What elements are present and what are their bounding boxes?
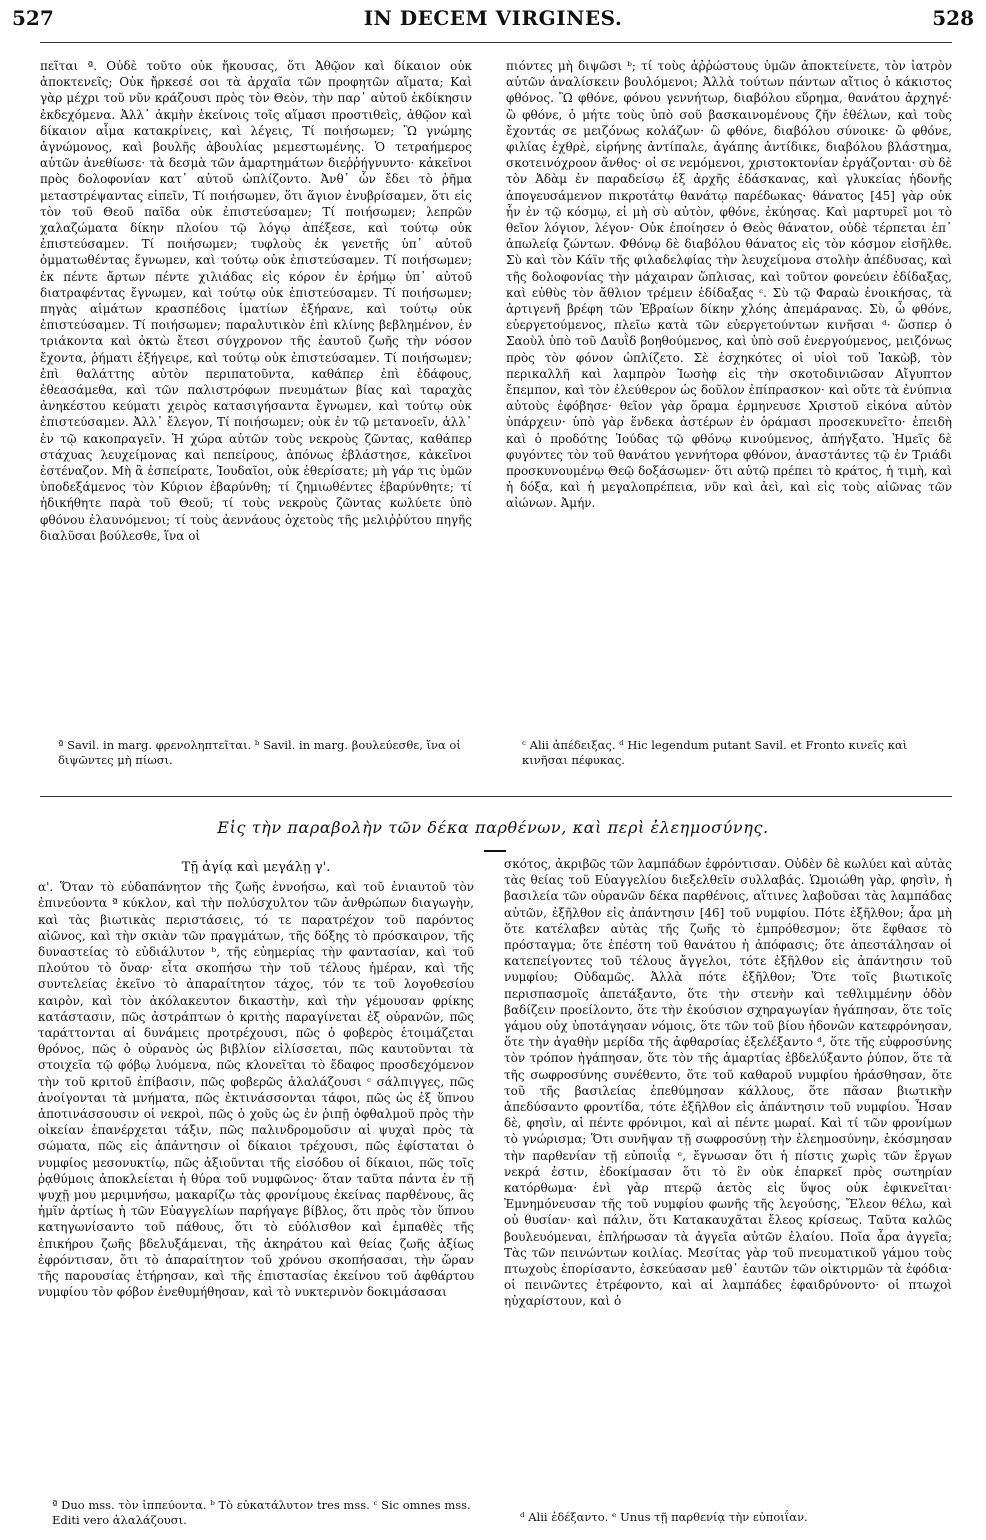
bottom-left-text: α'. Ὅταν τὸ εὐδαπάνητον τῆς ζωῆς ἐννοήσω, καὶ τοῦ ἐνιαυτοῦ τὸν ἐπινεύοντα ª κύκλον, καὶ τὴν πολύσχυλτον τῶν ἀνθρώπων διαγωγὴν, καὶ τὰς βιωτικὰς περιστάσεις, τό τε παρατρέχον τοῦ παρόντος αἰῶνος, καὶ τὴν σκιὰν τῶν πραγμάτων, τῆς δόξης τὸ πρόσκαιρον, τῆς δυναστείας τὸ εὐδιάλυτον ᵇ, τῆς εὐημερίας τὴν φαντασίαν, καὶ τοῦ πλούτου τὸ ὄναρ· εἶτα σκοπήσω τὴν τοῦ τέλους ἡμέραν, καὶ τῆς συντελείας ἐκεῖνο τὸ ἀπαραίτητον τάχος, τόν τε τοῦ λογοθεσίου καιρὸν, καὶ τὸν ἀκόλακευτον δικαστὴν, καὶ τὴν γέμουσαν φρίκης κατάστασιν, πῶς ἀστράπτων ὁ κριτὴς παραγίνεται ἐξ οὐρανῶν, πῶς ταράττονται αἱ δυνάμεις προτρέχουσι, πῶς ὁ φοβερὸς ἑτοιμάζεται θρόνος, πῶς ὁ οὐρανὸς ὡς βιβλίον εἱλίσσεται, πῶς καυτοῦνται τὰ στοιχεῖα τῷ φόβῳ λυόμενα, πῶς κλονεῖται τὸ ἔδαφος προσδεχόμενον τὴν τοῦ κριτοῦ ἐπίβασιν, πῶς φοβερῶς ἀλαλάζουσι ᶜ σάλπιγγες, πῶς ἀνοίγονται τὰ μνήματα, πῶς ἐκτινάσσονται τάφοι, πῶς ὡς ἐξ ὕπνου ἀποτινάσσουσιν οἱ νεκροὶ, πῶς ὁ χοῦς ὡς ἐν ῥιπῇ ὀφθαλμοῦ πρὸς τὴν οἰκείαν ἐπανέρχεται τάξιν, πῶς παλινδρομοῦσιν αἱ ψυχαὶ πρὸς τὰ σώματα, πῶς εἰς ἀπάντησιν οἱ δίκαιοι τρέχουσι, πῶς ἐφίσταται ὁ νυμφίος μεσονυκτίῳ, πῶς ἀξιοῦνται τῆς εἰσόδου οἱ δίκαιοι, πῶς τοῖς ῥᾳθύμοις ἀποκλείεται ἡ θύρα τοῦ νυμφῶνος· ὅταν ταῦτα πάντα ἐν τῇ ψυχῇ μου μεριμνήσω, μακαρίζω τὰς φρονίμους ἐκείνας παρθένους, ἃς ἡμῖν ἀρτίως ἡ τῶν Εὐαγγελίων παρήγαγε βίβλος, ὅτι πρὸς τὸν ὕπνου κατηγωνίσαντο τοῦ πάθους, ὅτι τὸ εὐόλισθον καὶ ἐμπαθὲς τῆς ἐπικήρου ζωῆς βδελυξάμεναι, τῆς ἀκηράτου καὶ θείας ζωῆς ἀξίως ἐφρόντισαν, ὅτι τὸ ἀπαραίτητον τοῦ χρόνου σκοπήσασαι, τὴν ὥραν τῆς παρουσίας ἐτήρησαν, καὶ τῆς ἐπιστασίας ἐκείνου τοῦ ἀφθάρτου νυμφίου τὸν φόβον ἐνεθυμήθησαν, καὶ τὸ νυκτερινὸν δοκιμάσασαι [38, 880, 474, 1300]
title-dash [484, 850, 506, 852]
bottom-left-column [38, 856, 474, 1486]
top-left-column [40, 58, 472, 718]
running-header [12, 6, 974, 40]
page-number-right: 528 [932, 6, 974, 30]
section-divider [40, 796, 952, 797]
homily-title: Εἰς τὴν παραβολὴν τῶν δέκα παρθένων, καὶ περὶ ἐλεημοσύνης. [217, 818, 769, 837]
top-right-text: πιόντες μὴ διψῶσι ᵇ; τί τοὺς ἀῤῥώστους ὑμῶν ἀποκτείνετε, τὸν ἰατρὸν αὐτῶν ἀναλίσκειν βουλόμενοι; Ἀλλὰ τούτων πάντων αἴτιος ὁ κάκιστος φθόνος. Ὢ φθόνε, φόνου γεννήτωρ, διαβόλου εὕρημα, θανάτου ἀρχηγέ· ὢ φθόνε, ὁ μήτε τοὺς ὑπὸ σοῦ βασκαινομένους ζῆν ἐθέλων, καὶ τοὺς ἔχοντάς σε μειζόνως κολάζων· ὢ φθόνε, διαβόλου σύνοικε· ὢ φθόνε, φιλίας ἐχθρὲ, εἰρήνης ἀντίπαλε, ἀγάπης ἀντίδικε, διαβόλου βλάστημα, σκοτεινόχροον ἄνθος· οἱ σε νεμόμενοι, χριστοκτονίαν ἐργάζονται· σὺ δὲ τὸν Ἀδὰμ ἐν παραδείσῳ ἐξ ἀρχῆς ἐδάσκανας, καὶ γλυκείας ἡδονῆς ἀπογευσάμενον πικροτάτῳ θανάτῳ παρέδωκας· θάνατος [45] γὰρ οὐκ ἦν ἐν τῷ κόσμῳ, εἰ μὴ σὺ αὐτὸν, φθόνε, ἐκύησας. Καὶ μαρτυρεῖ μοι τὸ θεῖον λόγιον, λέγον· Οὐκ ἐποίησεν ὁ Θεὸς θάνατον, οὐδὲ τέρπεται ἐπ᾽ ἀπωλείᾳ ζώντων. Φθόνῳ δὲ διαβόλου θάνατος εἰς τὸν κόσμον εἰσῆλθε. Σὺ καὶ τὸν Κάϊν τῆς φιλαδελφίας τὴν λευχείμονα στολὴν ἀπέδυσας, καὶ τῆς δολοφονίας τὴν μάχαιραν ὥπλισας, καὶ τοῦτον φονεύειν ἐδίδαξας, καὶ εὐθὺς τὸν ἄθλιον τρέμειν ἐδίδαξας ᶜ. Σὺ τῷ Φαραὼ ἐνοικήσας, τὰ ἀρτιγενῆ βρέφη τῶν Ἑβραίων δίκην χλόης ἀπεμάρανας. Σὺ, ὦ φθόνε, εὐεργετούμενος, πλεῖω κατὰ τῶν εὐεργετούντων κινῆσαι ᵈ· ὥσπερ ὁ Σαοὺλ ὑπὸ τοῦ Δαυῒδ βοηθούμενος, καὶ ὑπὸ σοῦ ἐνεργούμενος, μειζόνως πρὸς τὸν φόνον ὡπλίζετο. Σὲ ἐσχηκότες οἱ υἱοὶ τοῦ Ἰακὼβ, τὸν περικαλλῆ καὶ λαμπρὸν Ἰωσὴφ εἰς τὴν σκοτοδινιῶσαν Αἴγυπτον ἔπεμπον, καὶ τὸν ἐλεύθερον ὡς δοῦλον ἐπίπρασκον· καὶ οὔτε τὰ ἐνύπνια αὐτοὺς ἐφόβησε· θεῖον γὰρ ὅραμα ἑρμηνευσε Χριστοῦ εἰκόνα αὐτὸν ὑπάρχειν· ὑπὸ γὰρ ἕνδεκα ἀστέρων ἐν ὁράμασι προσεκυνεῖτο· ἐπειδὴ καὶ ὁ προδότης Ἰούδας τῷ φθόνῳ κινούμενος, ἀπήγξατο. Ἡμεῖς δὲ φυγόντες τὸν τοῦ θανάτου γεννήτορα φθόνον, ἀναστάντες τῷ ἐν Τριάδι προσκυνουμένῳ Θεῷ δοξάσωμεν· ὅτι αὐτῷ πρέπει τὸ κράτος, ἡ τιμὴ, καὶ ἡ δόξα, καὶ ἡ μεγαλοπρέπεια, νῦν καὶ ἀεὶ, καὶ εἰς τοὺς αἰῶνας τῶν αἰώνων. Ἀμήν. [506, 59, 952, 511]
liturgical-subheading: Τῇ ἁγίᾳ καὶ μεγάλῃ γ'. [181, 860, 331, 875]
top-right-column [506, 58, 952, 718]
footnote-bottom-left: ª Duo mss. τὸν ἱππεύοντα. ᵇ Τὸ εὐκατάλυτον tres mss. ᶜ Sic omnes mss. Editi vero ἀλαλάζουσι. [52, 1498, 471, 1527]
footnote-bottom-right: ᵈ Alii ἐδέξαντο. ᵉ Unus τῇ παρθενίᾳ τὴν εὐποιΐαν. [520, 1510, 808, 1524]
header-rule [40, 42, 952, 43]
top-left-text: πεῖται ª. Οὐδὲ τοῦτο οὐκ ἤκουσας, ὅτι Ἀθῷον καὶ δίκαιον οὐκ ἀποκτενεῖς; Οὐκ ἤρκεσέ σοι τὰ ἀρχαῖα τῶν προφητῶν αἵματα; Καὶ γὰρ μέχρι τοῦ νῦν κράζουσι πρὸς τὸν Θεὸν, τὴν παρ᾽ αὐτοῦ ἐκδίκησιν ἐκδεχόμενα. Ἀλλ᾽ ἀκμὴν ἐκείνοις τοῖς αἵμασι προστιθεὶς, ἀθῷον καὶ δίκαιον αἷμα κατακρίνεις, καὶ λέγεις, Τί ποιήσωμεν; Ὢ γνώμης ἀγνώμονος, καὶ βουλῆς ἀβουλίας μεμεστωμένης. Ὁ τετραήμερος αὐτῶν ἀνεθίωσε· τὰ δεσμὰ τῶν ἁμαρτημάτων διεῤῥήγνυντο· κἀκεῖνοι πρὸς δολοφονίαν κατ᾽ αὐτοῦ ὡπλίζοντο. Ἀνθ᾽ ὧν ἔδει τὸ ῥῆμα μεταστρέψαντας εἰπεῖν, Τί ποιήσωμεν, ὅτι ἅγιον ἐνυβρίσαμεν, ὅτι εἰς τὸν τοῦ Θεοῦ παῖδα οὐκ ἐπιστεύσαμεν; Τί ποιήσωμεν; λεπρῶν χαλαζώματα δίκην πλοίου τῷ λόγῳ ἀπέξεσε, καὶ τούτῳ οὐκ ἐπιστεύσαμεν. Τί ποιήσωμεν; τυφλοὺς ἐκ γενετῆς ὑπ᾽ αὐτοῦ ὀμματωθέντας ἔγνωμεν, καὶ τούτῳ οὐκ ἐπιστεύσαμεν. Τί ποιήσωμεν; ἐκ πέντε ἄρτων πέντε χιλιάδας εἰς κόρον ἐν ἐρήμῳ ὑπ᾽ αὐτοῦ διατραφέντας ἔγνωμεν, καὶ τούτῳ οὐκ ἐπιστεύσαμεν. Τί ποιήσωμεν; πηγὰς αἱμάτων κρασπέδοις ἱματίων ἐξήρανε, καὶ τούτῳ οὐκ ἐπιστεύσαμεν. Τί ποιήσωμεν; παραλυτικὸν ἐπὶ κλίνης βεβλημένον, ἐν τριάκοντα καὶ ὀκτὼ ἔτεσι σύγχρονον τῆς ἑαυτοῦ ζωῆς τὴν νόσον ἔχοντα, ῥήματι ἐξήγειρε, καὶ τούτῳ οὐκ ἐπιστεύσαμεν. Τί ποιήσωμεν; ἐπὶ θαλάττης αὐτὸν περιπατοῦντα, καθάπερ ἐπὶ ἐδάφους, ἐθεασάμεθα, καὶ τῶν παλιστρόφων πνευμάτων βίας καὶ ταραχὰς ἀνηκέστου κεύματι χειρὸς κατασιγήσαντα ἔγνωμεν, καὶ τούτῳ οὐκ ἐπιστεύσαμεν. Ἀλλ᾽ ἔλεγον, Τί ποιήσωμεν; οὐκ ἐν τῷ μετανοεῖν, ἀλλ᾽ ἐν τῷ κακοπραγεῖν. Ἡ χώρα αὐτῶν τοὺς νεκροὺς ζῶντας, καθάπερ στάχυας λευχείμονας καὶ πεπείρους, ἀπόνως ἐβλάστησε, κἀκεῖνοι ἐστέναζον. Μὴ ἃ ἐσπείρατε, Ἰουδαῖοι, οὐκ ἐθερίσατε; μὴ γάρ τις ὑμῶν ὑποδεξάμενος τὸν Κύριον ἐβαρύνθη; τί ζημιωθέντες ἐβαρύνθητε; τί ἠδικήθητε παρὰ τοῦ Θεοῦ; τί τοὺς νεκροὺς ζῶντας κωλύετε ὑπὸ φθόνου ἐλαυνόμενοι; τί τοὺς ἀεννάους ὀχετοὺς τῆς μελιῤῥύτου πηγῆς διαλῦσαι βούλεσθε, ἵνα οἱ [40, 59, 472, 543]
page-number-left: 527 [12, 6, 54, 30]
running-title: IN DECEM VIRGINES. [363, 6, 623, 30]
bottom-right-column [504, 856, 952, 1486]
bottom-right-text: σκότος, ἀκριβῶς τῶν λαμπάδων ἐφρόντισαν. Οὐδὲν δὲ κωλύει καὶ αὐτὰς τὰς θείας τοῦ Εὐαγγελίου διεξελθεῖν συλλαβάς. Ὡμοιώθη γὰρ, φησὶν, ἡ βασιλεία τῶν οὐρανῶν δέκα παρθένοις, αἵτινες λαβοῦσαι τὰς λαμπάδας αὐτῶν, ἐξῆλθον εἰς ἀπάντησιν [46] τοῦ νυμφίου. Πότε ἐξῆλθον; ἆρα μὴ ὅτε κατέλαβεν αὐτὰς τῆς ζωῆς τὸ ἐμπρόθεσμον; ὅτε ἔφθασε τὸ πρόσταγμα; ὅτε ἐπέστη τοῦ θανάτου ἡ ἀπόφασις; ὅτε ἀπεστάλησαν οἱ κατεπείγοντες τοῦ τέλους ἄγγελοι, τότε ἐξῆλθον εἰς ἀπάντησιν τοῦ νυμφίου; Οὐδαμῶς. Ἀλλὰ πότε ἐξῆλθον; Ὅτε τοῖς βιωτικοῖς περισπασμοῖς ἀπετάξαντο, ὅτε τὴν στενὴν καὶ τεθλιμμένην ὁδὸν βαδίζειν προείλοντο, ὅτε τὴν ἐκούσιον σχηραγωγίαν ἠγάπησαν, ὅτε τοῖς γάμου οὐχ ὑποτάγησαν νόμοις, ὅτε τῶν τοῦ βίου ἡδονῶν κατεφρόνησαν, ὅτε τὴν ἀγαθὴν μερίδα τῆς ἀφθαρσίας ἐξελέξαντο ᵈ, ὅτε τῆς εὐφροσύνης τὸν τρόπον ἠγάπησαν, ὅτε τὸν τῆς ἁμαρτίας ἐβδελύξαντο ῥύπον, ὅτε τὰ τῆς σωφροσύνης συνέθεντο, ὅτε τοῦ καθαροῦ νυμφίου ἠράσθησαν, ὅτε τοῦ τῆς βασιλείας ἐπεθύμησαν κάλλους, ὅτε πᾶσαν βιωτικὴν ἀπεδύσαντο φροντίδα, τότε ἐξῆλθον εἰς ἀπάντησιν τοῦ νυμφίου. Ἦσαν δὲ, φησὶν, αἱ πέντε φρόνιμοι, καὶ αἱ πέντε μωραί. Καὶ τί τῶν φρονίμων τὸ γνώρισμα; Ὅτι συνῆψαν τῇ σωφροσύνῃ τὴν ἐλεημοσύνην, ἐκόσμησαν τὴν παρθενίαν τῇ εὐποιΐᾳ ᵉ, ἔγνωσαν ὅτι ἡ πίστις χωρὶς τῶν ἔργων νεκρά ἐστιν, ἐδοκίμασαν ὅτι τὸ ἓν οὐκ ἐπαρκεῖ πρὸς σωτηρίαν κατόρθωμα· ἑνὶ γὰρ πτερῷ ἀετὸς εἰς ὕψος οὐκ ἐφικνεῖται· Ἐμνημόνευσαν τῆς τοῦ νυμφίου φωνῆς τῆς λεγούσης, Ἔλεον θέλω, καὶ οὐ θυσίαν· καὶ πάλιν, ὅτι Κατακαυχᾶται ἔλεος κρίσεως. Ταῦτα καλῶς βουλευόμεναι, ἐπλήρωσαν τὰ ἀγγεῖα αὐτῶν ἐλαίου. Ποῖα ἆρα ἀγγεῖα; Τὰς τῶν πεινώντων κοιλίας. Μεσίτας γὰρ τοῦ πνευματικοῦ γάμου τοὺς πτωχοὺς ἐπορίσαντο, ἐσκεύασαν μεθ᾽ ἑαυτῶν τῶν οἰκτιρμῶν τὰ ἐφόδια· οἱ πεινῶντες ἐτρέφοντο, καὶ αἱ λαμπάδες ἐφαιδρύνοντο· οἱ πτωχοὶ ηὐχαρίστουν, καὶ ὁ [504, 857, 952, 1309]
footnote-top-left: ª Savil. in marg. φρενοληπτεῖται. ᵇ Savil. in marg. βουλεύεσθε, ἵνα οἱ διψῶντες μὴ πίωσι. [58, 738, 461, 767]
footnote-top-right: ᶜ Alii ἀπέδειξας. ᵈ Hic legendum putant Savil. et Fronto κινεῖς καὶ κινῆσαι πέφυκας. [522, 738, 908, 767]
